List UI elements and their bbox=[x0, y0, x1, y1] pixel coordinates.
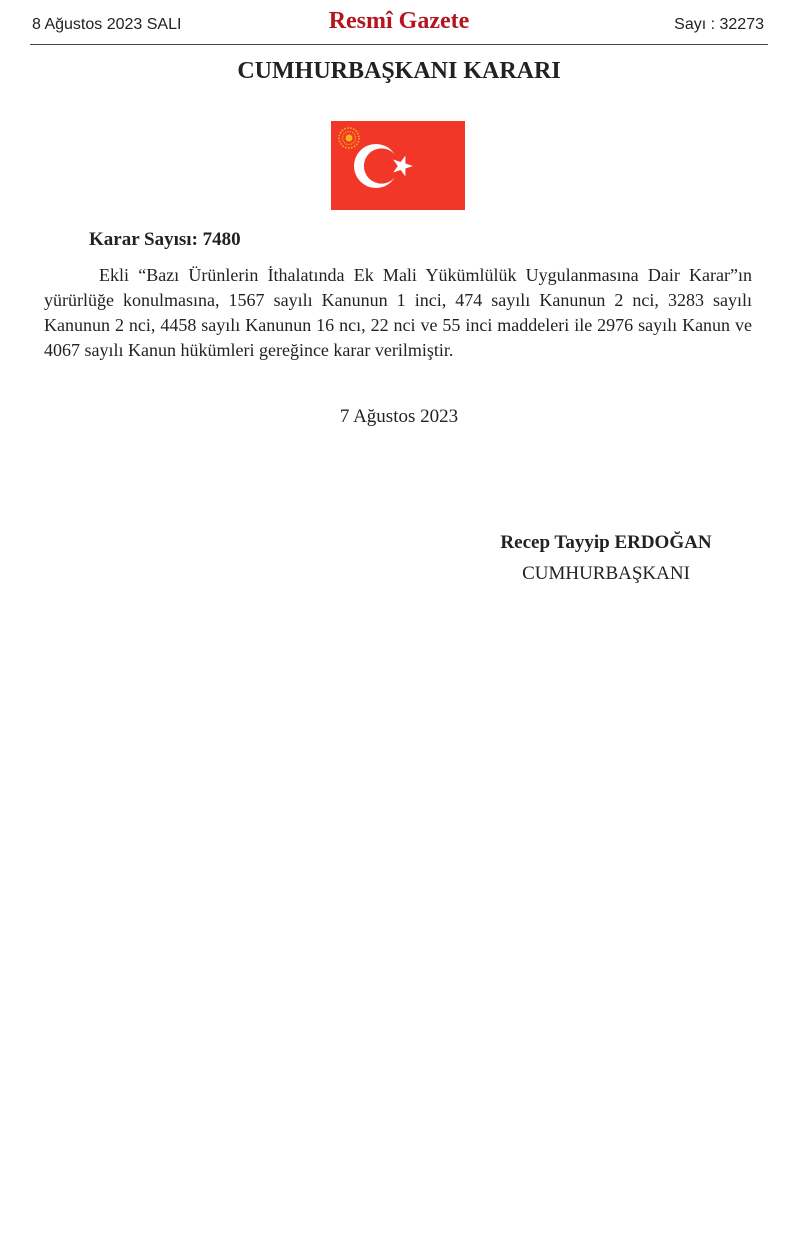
signature-block bbox=[466, 531, 746, 586]
signatory-name: Recep Tayyip ERDOĞAN bbox=[500, 532, 712, 553]
decision-date: 7 Ağustos 2023 bbox=[339, 406, 459, 427]
decision-number: Karar Sayısı: 7480 bbox=[89, 229, 241, 250]
header-date: 8 Ağustos 2023 SALI bbox=[32, 16, 182, 33]
document-title: CUMHURBAŞKANI KARARI bbox=[237, 58, 561, 84]
turkish-flag-icon bbox=[331, 121, 465, 210]
signatory-title: CUMHURBAŞKANI bbox=[522, 563, 690, 584]
issue-number: Sayı : 32273 bbox=[674, 16, 764, 33]
gazette-masthead: Resmî Gazete bbox=[328, 8, 470, 34]
gazette-header bbox=[30, 8, 768, 45]
decision-body: Ekli “Bazı Ürünlerin İthalatında Ek Mali Yükümlülük Uygulanmasına Dair Karar”ın yürürlüğe konulmasına, 1567 sayılı Kanunun 1 inci, 474 sayılı Kanunun 2 nci, 3283 sayılı Kanunun 2 nci, 4458 sayılı Kanunun 16 ncı, 22 nci ve 55 inci maddeleri ile 2976 sayılı Kanun ve 4067 sayılı Kanun hükümleri gereğince karar verilmiştir. bbox=[44, 265, 752, 360]
